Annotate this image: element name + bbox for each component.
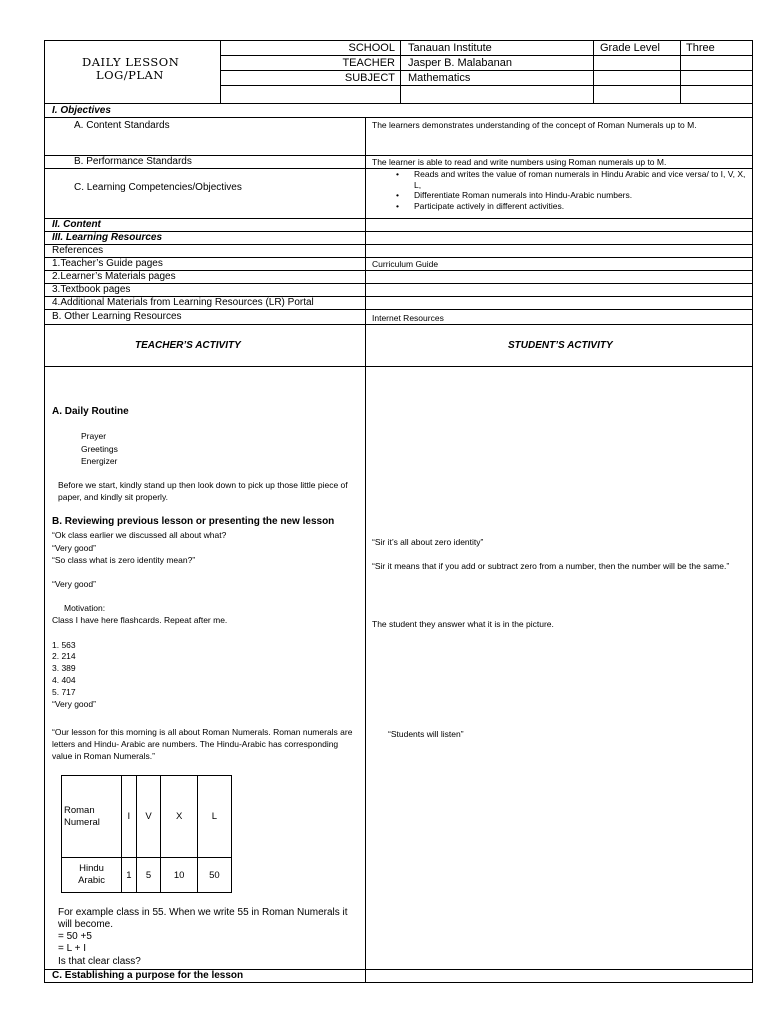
- textbook-label: 3.Textbook pages: [52, 284, 131, 295]
- grade-label: Grade Level: [600, 42, 660, 54]
- very-good-3: “Very good”: [52, 699, 96, 709]
- table-cell: 50: [197, 858, 231, 893]
- daily-routine-heading: A. Daily Routine: [52, 406, 129, 417]
- school-label: SCHOOL: [348, 42, 395, 54]
- header-col-line: [680, 40, 681, 103]
- table-cell: I: [122, 776, 137, 858]
- teacher-label: TEACHER: [342, 57, 395, 69]
- question-2: “So class what is zero identity mean?”: [52, 555, 196, 565]
- right-border: [752, 40, 753, 983]
- example-line-1: For example class in 55. When we write 55 in Roman Numerals it: [58, 907, 348, 918]
- row-line: [44, 117, 752, 118]
- teachers-guide-label: 1.Teacher’s Guide pages: [52, 258, 163, 269]
- header-row-line: [220, 55, 752, 56]
- other-resources-label: B. Other Learning Resources: [52, 311, 182, 322]
- flashcards-text: Class I have here flashcards. Repeat after me.: [52, 615, 228, 625]
- left-border: [44, 40, 45, 983]
- other-resources-value: Internet Resources: [372, 313, 444, 323]
- row-line: [44, 366, 752, 367]
- table-cell: 10: [161, 858, 197, 893]
- header-col-line: [220, 40, 221, 103]
- list-item: 4. 404: [52, 675, 76, 685]
- content-standards-label: A. Content Standards: [74, 120, 170, 131]
- roman-numeral-label: Roman Numeral: [62, 776, 122, 858]
- student-answer-3: The student they answer what it is in the picture.: [372, 619, 554, 629]
- very-good-2: “Very good”: [52, 579, 96, 589]
- question-1: “Ok class earlier we discussed all about what?: [52, 530, 227, 540]
- table-cell: 1: [122, 858, 137, 893]
- example-line-2: will become.: [58, 919, 114, 930]
- motivation-label: Motivation:: [64, 603, 106, 613]
- student-answer-1: “Sir it’s all about zero identity”: [372, 537, 484, 547]
- header-bottom-border: [44, 103, 752, 104]
- competencies-list: [390, 169, 750, 211]
- row-line: [44, 218, 752, 219]
- teacher-value: Jasper B. Malabanan: [408, 57, 512, 69]
- header-col-line: [400, 40, 401, 103]
- hindu-arabic-label: Hindu Arabic: [62, 858, 122, 893]
- list-item: 2. 214: [52, 651, 76, 661]
- list-item: 1. 563: [52, 640, 76, 650]
- establishing-heading: C. Establishing a purpose for the lesson: [52, 970, 244, 981]
- table-cell: V: [136, 776, 161, 858]
- list-item: • Participate actively in different activities.: [390, 201, 750, 212]
- table-cell: L: [197, 776, 231, 858]
- subject-value: Mathematics: [408, 72, 471, 84]
- doc-title-line1: DAILY LESSON: [82, 55, 180, 69]
- header-row-line: [220, 85, 752, 86]
- header-top-border: [44, 40, 752, 41]
- header-row-line: [220, 70, 752, 71]
- list-item: • Reads and writes the value of roman numerals in Hindu Arabic and vice versa/ to I, V, X, L,: [390, 169, 750, 190]
- prayer-text: Prayer: [81, 431, 107, 441]
- list-item: 3. 389: [52, 663, 76, 673]
- objectives-heading: I. Objectives: [52, 105, 111, 116]
- resources-heading: III. Learning Resources: [52, 232, 163, 243]
- before-start-text: Before we start, kindly stand up then look down to pick up those little piece of paper, and kindly sit properly.: [58, 480, 348, 502]
- doc-title-line2: LOG/PLAN: [96, 68, 164, 82]
- teacher-activity-header: TEACHER’S ACTIVITY: [135, 340, 241, 351]
- row-line: [44, 283, 752, 284]
- competencies-label: C. Learning Competencies/Objectives: [74, 182, 242, 193]
- energizer-text: Energizer: [81, 456, 118, 466]
- greetings-text: Greetings: [81, 444, 118, 454]
- performance-standards-value: The learner is able to read and write numbers using Roman numerals up to M.: [372, 157, 667, 167]
- student-answer-2: “Sir it means that if you add or subtract zero from a number, then the number will be the same.”: [372, 561, 730, 571]
- example-line-5: Is that clear class?: [58, 956, 141, 967]
- teachers-guide-value: Curriculum Guide: [372, 259, 439, 269]
- student-answer-4: “Students will listen”: [388, 729, 464, 739]
- row-line: [44, 309, 752, 310]
- performance-standards-label: B. Performance Standards: [74, 156, 192, 167]
- table-cell: X: [161, 776, 197, 858]
- middle-col-line: [365, 117, 366, 982]
- example-line-3: = 50 +5: [58, 931, 92, 942]
- content-heading: II. Content: [52, 219, 101, 230]
- reviewing-heading: B. Reviewing previous lesson or presenting the new lesson: [52, 516, 335, 527]
- learners-materials-label: 2.Learner’s Materials pages: [52, 271, 176, 282]
- student-activity-header: STUDENT’S ACTIVITY: [508, 340, 613, 351]
- row-line: [44, 324, 752, 325]
- very-good-1: “Very good”: [52, 543, 96, 553]
- lesson-intro-text: “Our lesson for this morning is all about Roman Numerals. Roman numerals are letters and Hindu- Arabic are numbers. The Hindu-Arabic has corresponding value in Roman Numerals.”: [52, 727, 353, 761]
- school-value: Tanauan Institute: [408, 42, 492, 54]
- example-line-4: = L + I: [58, 943, 86, 954]
- row-line: [44, 244, 752, 245]
- list-item: 5. 717: [52, 687, 76, 697]
- bottom-border: [44, 982, 753, 983]
- subject-label: SUBJECT: [344, 72, 395, 84]
- list-item: • Differentiate Roman numerals into Hindu-Arabic numbers.: [390, 190, 750, 201]
- roman-numeral-table: [61, 775, 232, 893]
- content-standards-value: The learners demonstrates understanding of the concept of Roman Numerals up to M.: [372, 120, 697, 130]
- references-label: References: [52, 245, 104, 256]
- header-col-line: [593, 40, 594, 103]
- grade-value: Three: [686, 42, 715, 54]
- table-cell: 5: [136, 858, 161, 893]
- additional-materials-label: 4.Additional Materials from Learning Resources (LR) Portal: [52, 297, 314, 308]
